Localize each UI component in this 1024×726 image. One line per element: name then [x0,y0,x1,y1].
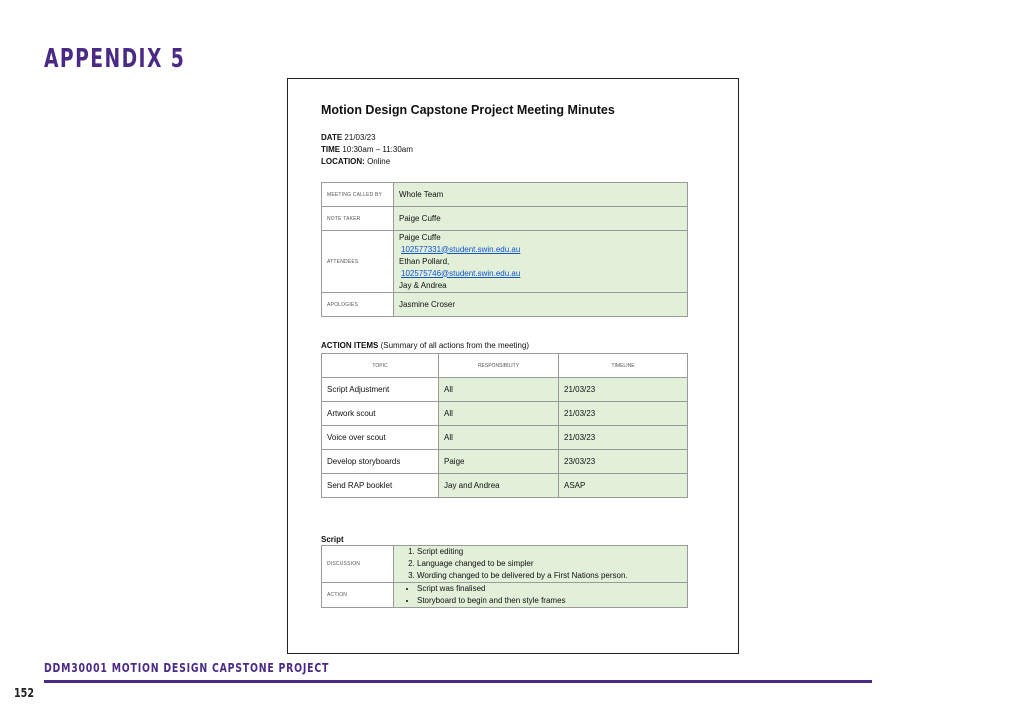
table-row [322,183,688,207]
column-header-timeline: TIMELINE [559,354,688,378]
table-header-row [322,354,688,378]
called-by-label: MEETING CALLED BY [322,183,394,207]
appendix-title: APPENDIX 5 [44,44,186,74]
table-row [322,583,688,608]
apologies-label: APOLOGIES [322,293,394,317]
action-items-table [321,353,688,498]
date-value: 21/03/23 [344,133,376,142]
note-taker-value: Paige Cuffe [394,207,688,231]
attendee-line: Jay & Andrea [399,280,447,290]
attendees-label: ATTENDEES [322,231,394,293]
list-item: • Script was finalised [417,583,682,595]
column-header-responsibility: RESPONSIBILITY [439,354,559,378]
location-value: Online [367,157,391,166]
table-cell: All [439,378,559,402]
table-cell: 21/03/23 [559,426,688,450]
date-label: DATE [321,133,343,142]
table-cell: 23/03/23 [559,450,688,474]
list-item: • Storyboard to begin and then style frames [417,595,682,607]
discussion-label: DISCUSSION [322,546,394,583]
attendee-email-link[interactable]: 102577331@student.swin.edu.au [401,244,521,254]
meeting-info-table [321,182,688,317]
location-line [321,156,688,168]
discussion-value [394,546,688,583]
table-row [322,402,688,426]
meeting-minutes-document [287,78,739,654]
table-cell: Develop storyboards [322,450,439,474]
footer-divider [44,680,872,683]
footer-project-title: DDM30001 MOTION DESIGN CAPSTONE PROJECT [44,661,330,675]
time-value: 10:30am – 11:30am [342,145,413,154]
page-number: 152 [14,686,35,700]
table-cell: Jay and Andrea [439,474,559,498]
attendee-line: Ethan Pollard, [399,256,450,266]
action-items-title: ACTION ITEMS [321,341,379,350]
meeting-meta [321,132,688,168]
table-cell: Voice over scout [322,426,439,450]
table-cell: Script Adjustment [322,378,439,402]
action-items-subtitle: (Summary of all actions from the meeting) [380,341,530,350]
table-cell: Paige [439,450,559,474]
table-row [322,474,688,498]
table-row [322,546,688,583]
table-cell: 21/03/23 [559,402,688,426]
table-cell: All [439,426,559,450]
table-cell: Send RAP booklet [322,474,439,498]
attendee-line: Paige Cuffe [399,232,441,242]
attendees-value [394,231,688,293]
table-row [322,207,688,231]
script-heading: Script [321,535,344,544]
table-row [322,426,688,450]
action-value [394,583,688,608]
document-title: Motion Design Capstone Project Meeting Minutes [321,103,615,117]
discussion-list [399,546,682,582]
location-label: LOCATION: [321,157,365,166]
list-item: 2. Language changed to be simpler [417,558,682,570]
time-label: TIME [321,145,341,154]
attendee-email-link[interactable]: 102575746@student.swin.edu.au [401,268,521,278]
table-cell: ASAP [559,474,688,498]
script-table [321,545,688,608]
table-row [322,378,688,402]
note-taker-label: NOTE TAKER [322,207,394,231]
table-cell: All [439,402,559,426]
column-header-topic: TOPIC [322,354,439,378]
table-cell: 21/03/23 [559,378,688,402]
list-item: 1. Script editing [417,546,682,558]
action-items-heading [321,341,688,353]
table-row [322,450,688,474]
document-content [321,103,688,608]
list-item: 3. Wording changed to be delivered by a First Nations person. [417,570,682,582]
action-label: ACTION [322,583,394,608]
apologies-value: Jasmine Croser [394,293,688,317]
table-row [322,293,688,317]
called-by-value: Whole Team [394,183,688,207]
time-line [321,144,688,156]
table-cell: Artwork scout [322,402,439,426]
table-row [322,231,688,293]
action-list [399,583,682,607]
date-line [321,132,688,144]
